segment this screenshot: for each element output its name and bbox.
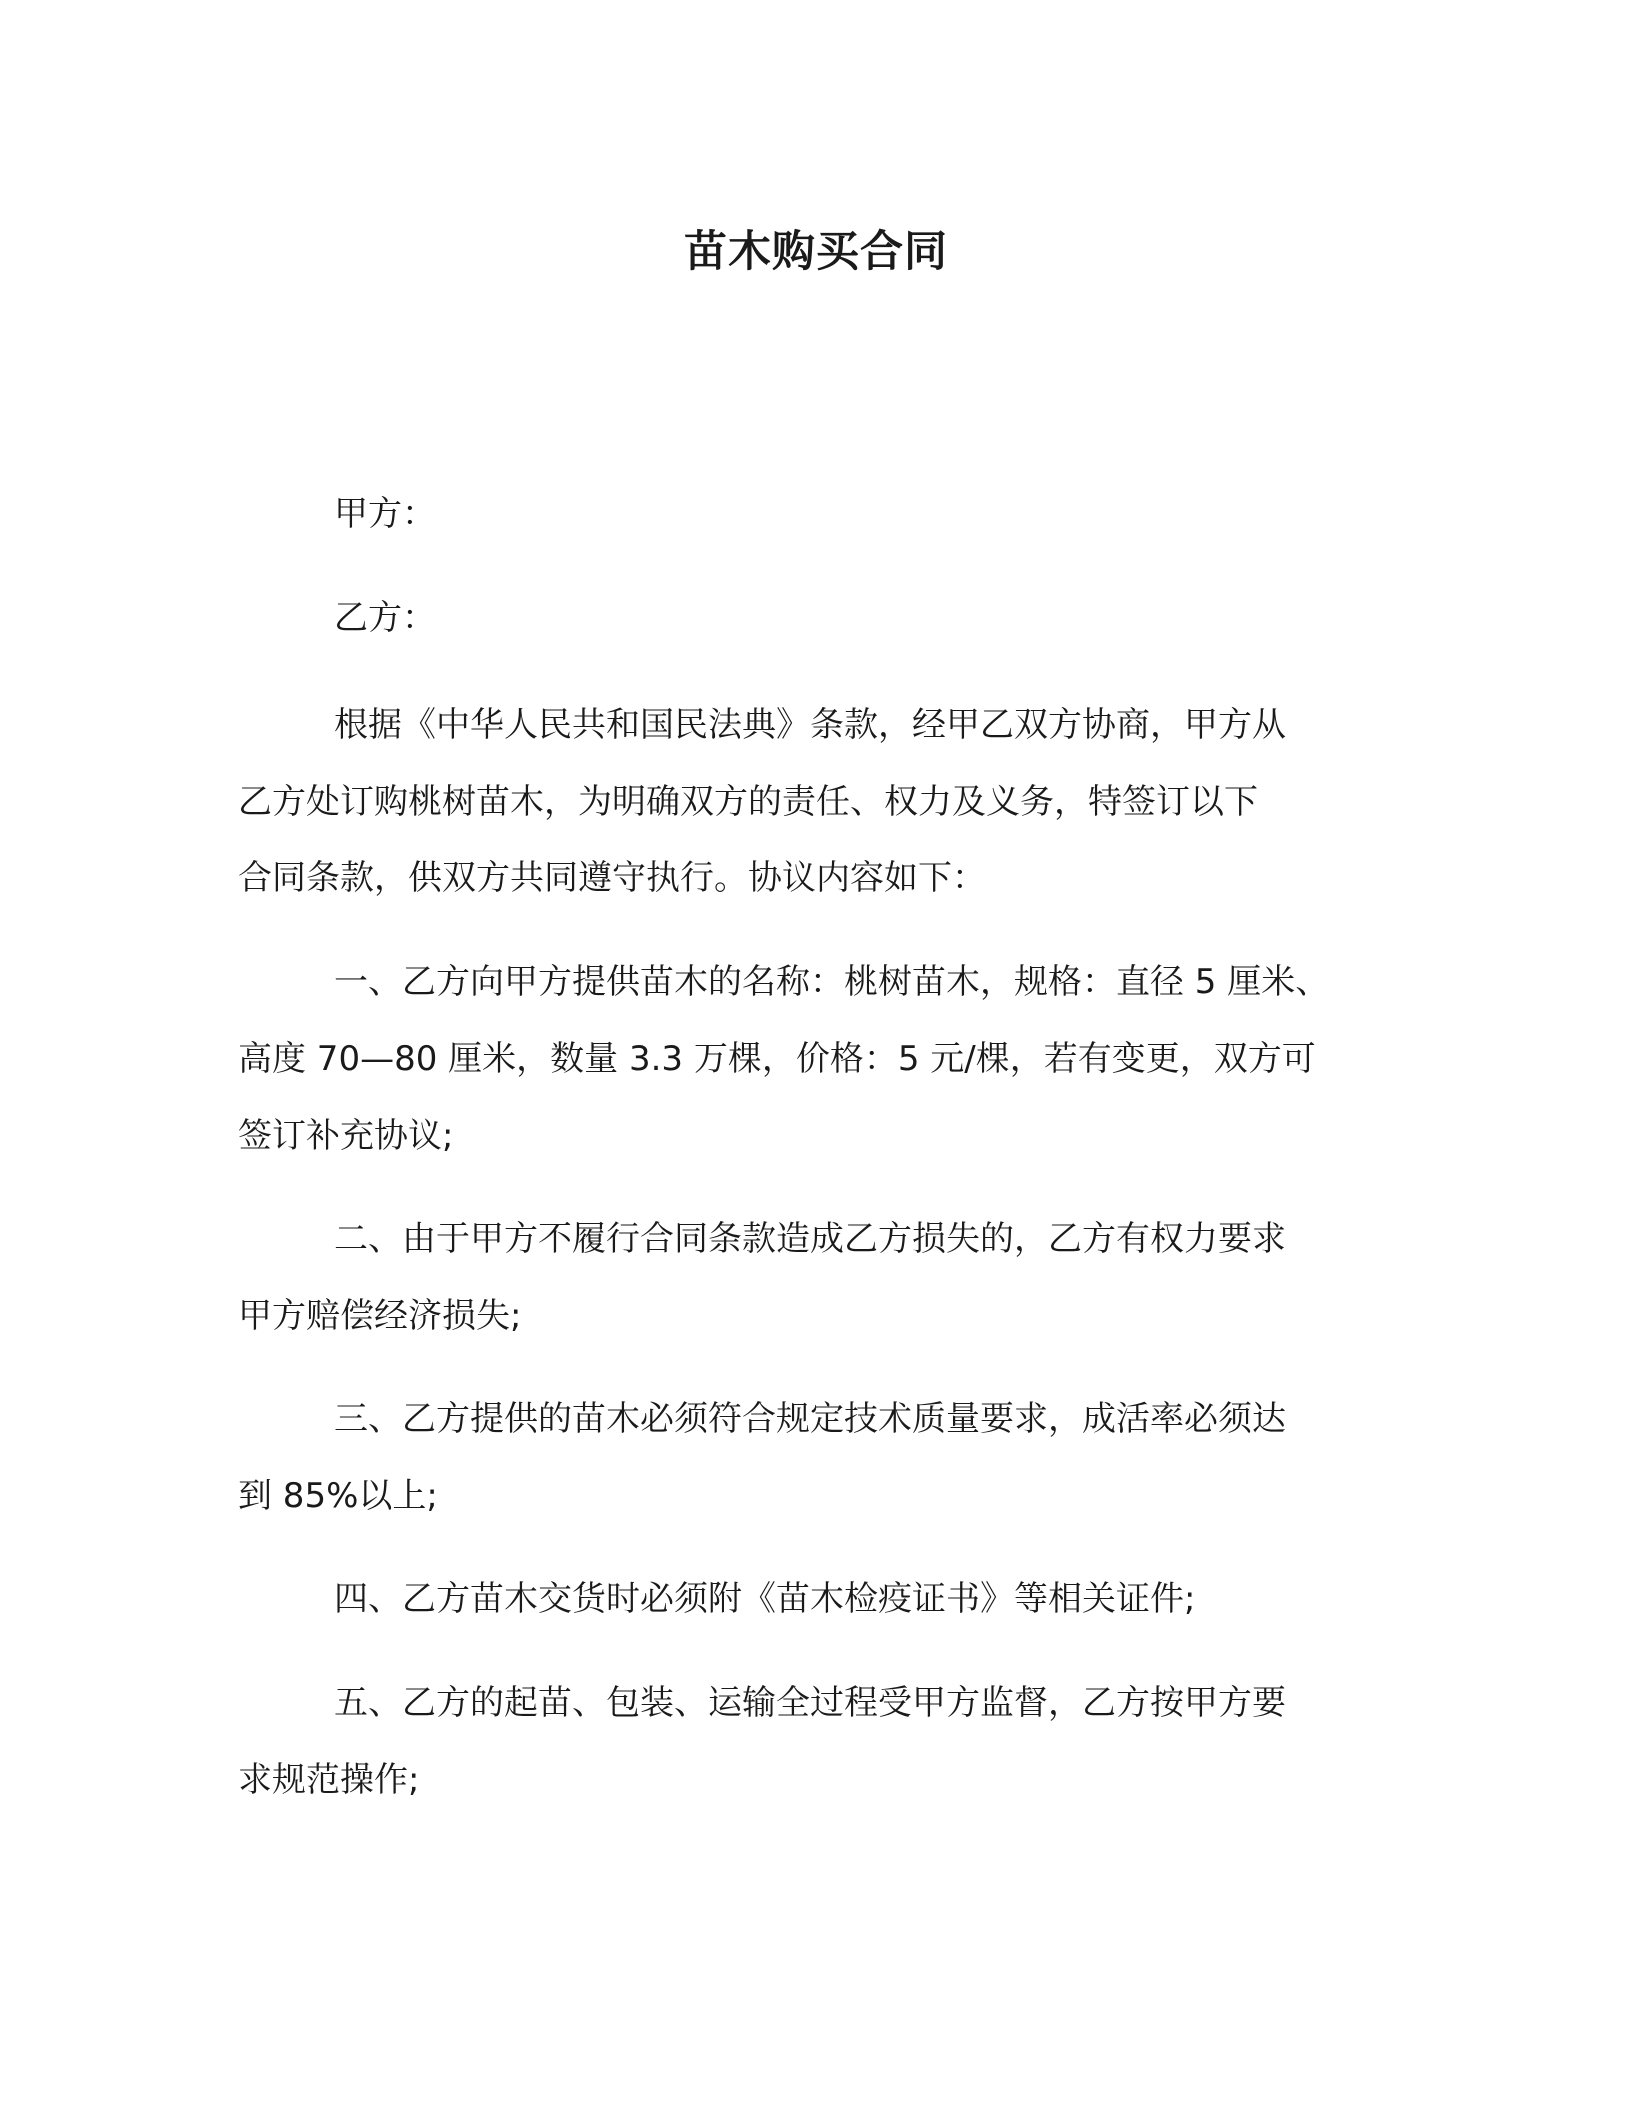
document-title: 苗木购买合同 [684, 227, 948, 277]
clause-1-line-3: 签订补充协议; [238, 1116, 454, 1156]
preamble-line-2: 乙方处订购桃树苗木，为明确双方的责任、权力及义务，特签订以下 [238, 782, 1258, 822]
clause-4-line-1: 四、乙方苗木交货时必须附《苗木检疫证书》等相关证件; [334, 1579, 1196, 1619]
preamble-line-3: 合同条款，供双方共同遵守执行。协议内容如下： [238, 858, 986, 898]
preamble-line-1: 根据《中华人民共和国民法典》条款，经甲乙双方协商，甲方从 [334, 705, 1286, 745]
clause-5-line-1: 五、乙方的起苗、包装、运输全过程受甲方监督，乙方按甲方要 [334, 1683, 1286, 1723]
clause-2-line-2: 甲方赔偿经济损失; [238, 1296, 522, 1336]
party-a-label: 甲方： [334, 494, 436, 534]
clause-1-line-1: 一、乙方向甲方提供苗木的名称：桃树苗木，规格：直径 5 厘米、 [334, 962, 1330, 1002]
party-b-label: 乙方： [334, 598, 436, 638]
clause-3-line-1: 三、乙方提供的苗木必须符合规定技术质量要求，成活率必须达 [334, 1399, 1286, 1439]
clause-3-line-2: 到 85%以上; [238, 1476, 438, 1516]
clause-5-line-2: 求规范操作; [238, 1760, 420, 1800]
clause-1-line-2: 高度 70—80 厘米，数量 3.3 万棵，价格：5 元/棵，若有变更，双方可 [238, 1039, 1316, 1079]
clause-2-line-1: 二、由于甲方不履行合同条款造成乙方损失的，乙方有权力要求 [334, 1219, 1286, 1259]
